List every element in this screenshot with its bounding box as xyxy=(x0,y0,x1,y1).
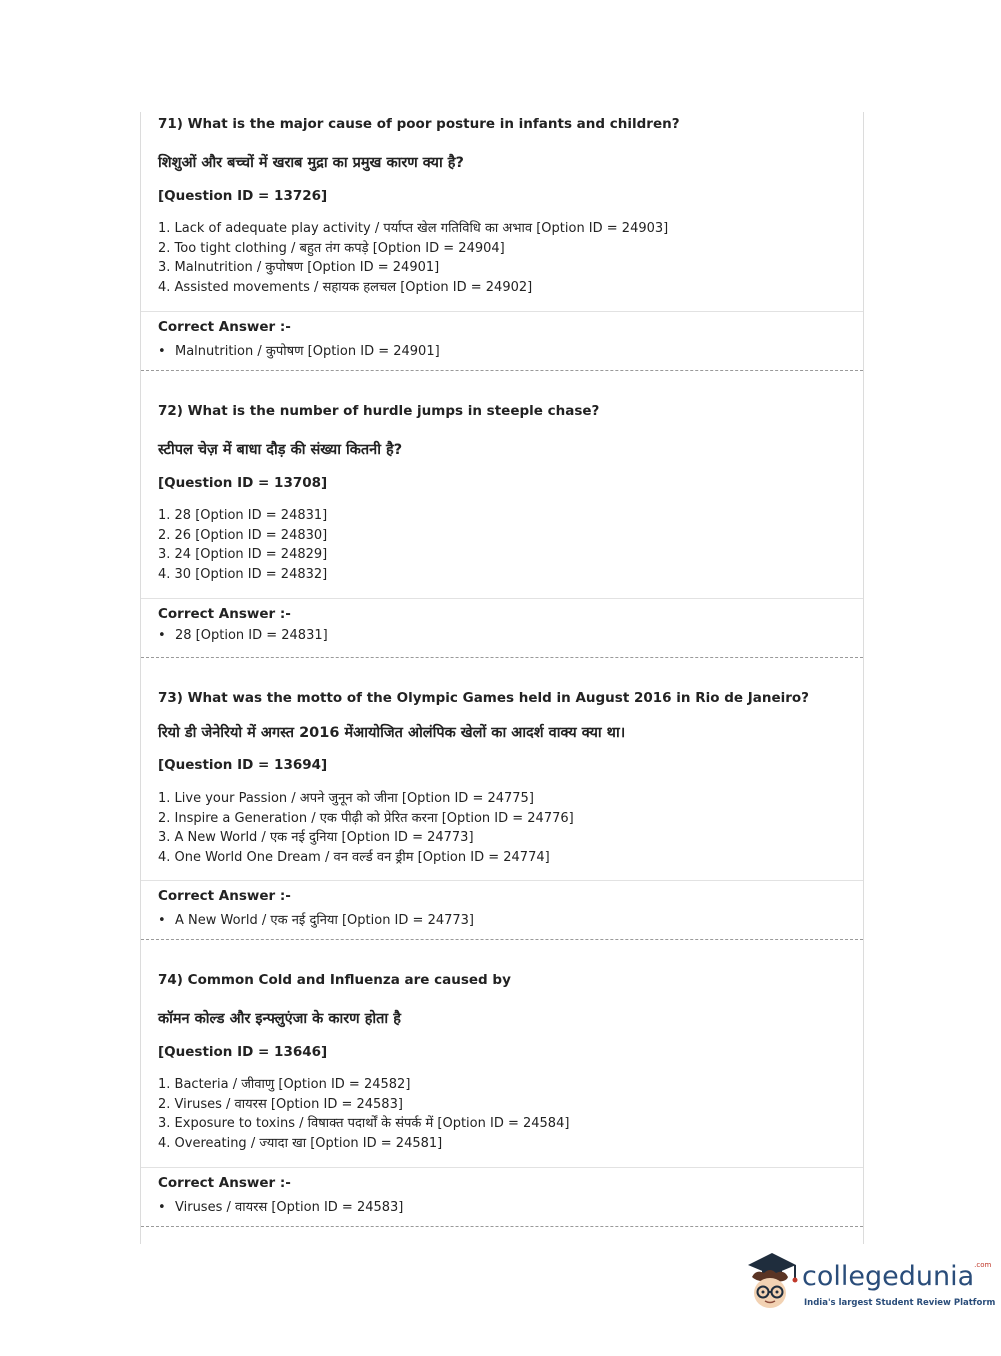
question-id: [Question ID = 13694] xyxy=(158,757,328,773)
correct-answer xyxy=(158,341,440,359)
correct-answer xyxy=(158,910,474,928)
options-list xyxy=(158,506,327,584)
option-item: 3. Exposure to toxins / विषाक्त पदार्थों के संपर्क में [Option ID = 24584] xyxy=(158,1116,570,1131)
option-item: 4. 30 [Option ID = 24832] xyxy=(158,566,328,582)
correct-answer-text: Viruses / वायरस [Option ID = 24583] xyxy=(175,1200,404,1215)
bullet-icon: • xyxy=(158,628,166,643)
collegedunia-logo[interactable] xyxy=(742,1249,996,1319)
question-title: 73) What was the motto of the Olympic Games held in August 2016 in Rio de Janeiro? xyxy=(158,690,809,706)
correct-answer-label: Correct Answer :- xyxy=(158,888,291,904)
correct-answer xyxy=(158,628,328,643)
options-list xyxy=(158,1075,569,1153)
logo-name: collegedunia xyxy=(802,1261,975,1292)
dashed-divider xyxy=(141,939,863,940)
question-block-74 xyxy=(141,968,863,1228)
logo-suffix: .com xyxy=(974,1261,992,1269)
correct-answer-text: Malnutrition / कुपोषण [Option ID = 24901] xyxy=(175,344,440,359)
question-title: 71) What is the major cause of poor posture in infants and children? xyxy=(158,116,680,132)
option-item: 2. Viruses / वायरस [Option ID = 24583] xyxy=(158,1096,403,1112)
option-item: 1. 28 [Option ID = 24831] xyxy=(158,508,328,523)
option-item: 2. Inspire a Generation / एक पीढ़ी को प्रेरित करना [Option ID = 24776] xyxy=(158,810,574,826)
question-id: [Question ID = 13726] xyxy=(158,188,328,204)
question-sheet xyxy=(140,112,864,1244)
option-item: 1. Live your Passion / अपने जुनून को जीना [Option ID = 24775] xyxy=(158,791,534,806)
question-hindi: कॉमन कोल्ड और इन्फ्लुएंजा के कारण होता है xyxy=(158,1011,401,1027)
logo-tagline: India's largest Student Review Platform xyxy=(804,1298,996,1308)
question-hindi: रियो डी जेनेरियो में अगस्त 2016 मेंआयोजित ओलंपिक खेलों का आदर्श वाक्य क्या था। xyxy=(158,725,626,741)
option-item: 2. Too tight clothing / बहुत तंग कपड़े [Option ID = 24904] xyxy=(158,240,505,256)
bullet-icon: • xyxy=(158,344,166,359)
option-item: 3. 24 [Option ID = 24829] xyxy=(158,547,328,562)
divider xyxy=(141,1167,863,1168)
options-list xyxy=(158,219,668,297)
correct-answer-label: Correct Answer :- xyxy=(158,1175,291,1191)
dashed-divider xyxy=(141,370,863,371)
question-block-71 xyxy=(141,112,863,372)
option-item: 4. Assisted movements / सहायक हलचल [Option ID = 24902] xyxy=(158,279,533,295)
question-title: 74) Common Cold and Influenza are caused by xyxy=(158,972,511,988)
option-item: 4. Overeating / ज्यादा खा [Option ID = 24581] xyxy=(158,1135,443,1151)
options-list xyxy=(158,789,574,867)
option-item: 1. Lack of adequate play activity / पर्याप्त खेल गतिविधि का अभाव [Option ID = 24903] xyxy=(158,221,669,236)
divider xyxy=(141,311,863,312)
logo-wordmark xyxy=(802,1261,991,1292)
option-item: 3. A New World / एक नई दुनिया [Option ID = 24773] xyxy=(158,830,474,845)
mascot-icon xyxy=(742,1249,802,1319)
question-title: 72) What is the number of hurdle jumps in steeple chase? xyxy=(158,403,600,419)
correct-answer-text: 28 [Option ID = 24831] xyxy=(175,628,328,643)
dashed-divider xyxy=(141,1226,863,1227)
bullet-icon: • xyxy=(158,913,166,928)
divider xyxy=(141,598,863,599)
question-block-72 xyxy=(141,399,863,659)
question-id: [Question ID = 13708] xyxy=(158,475,328,491)
question-block-73 xyxy=(141,686,863,946)
correct-answer xyxy=(158,1197,403,1215)
correct-answer-label: Correct Answer :- xyxy=(158,319,291,335)
question-id: [Question ID = 13646] xyxy=(158,1044,328,1060)
option-item: 3. Malnutrition / कुपोषण [Option ID = 24901] xyxy=(158,260,440,275)
question-hindi: शिशुओं और बच्चों में खराब मुद्रा का प्रमुख कारण क्या है? xyxy=(158,155,464,171)
bullet-icon: • xyxy=(158,1200,166,1215)
question-hindi: स्टीपल चेज़ में बाधा दौड़ की संख्या कितनी है? xyxy=(158,442,403,458)
option-item: 4. One World One Dream / वन वर्ल्ड वन ड्रीम [Option ID = 24774] xyxy=(158,849,550,865)
dashed-divider xyxy=(141,657,863,658)
option-item: 2. 26 [Option ID = 24830] xyxy=(158,527,328,543)
correct-answer-label: Correct Answer :- xyxy=(158,606,291,622)
correct-answer-text: A New World / एक नई दुनिया [Option ID = 24773] xyxy=(175,913,474,928)
divider xyxy=(141,880,863,881)
option-item: 1. Bacteria / जीवाणु [Option ID = 24582] xyxy=(158,1077,411,1092)
